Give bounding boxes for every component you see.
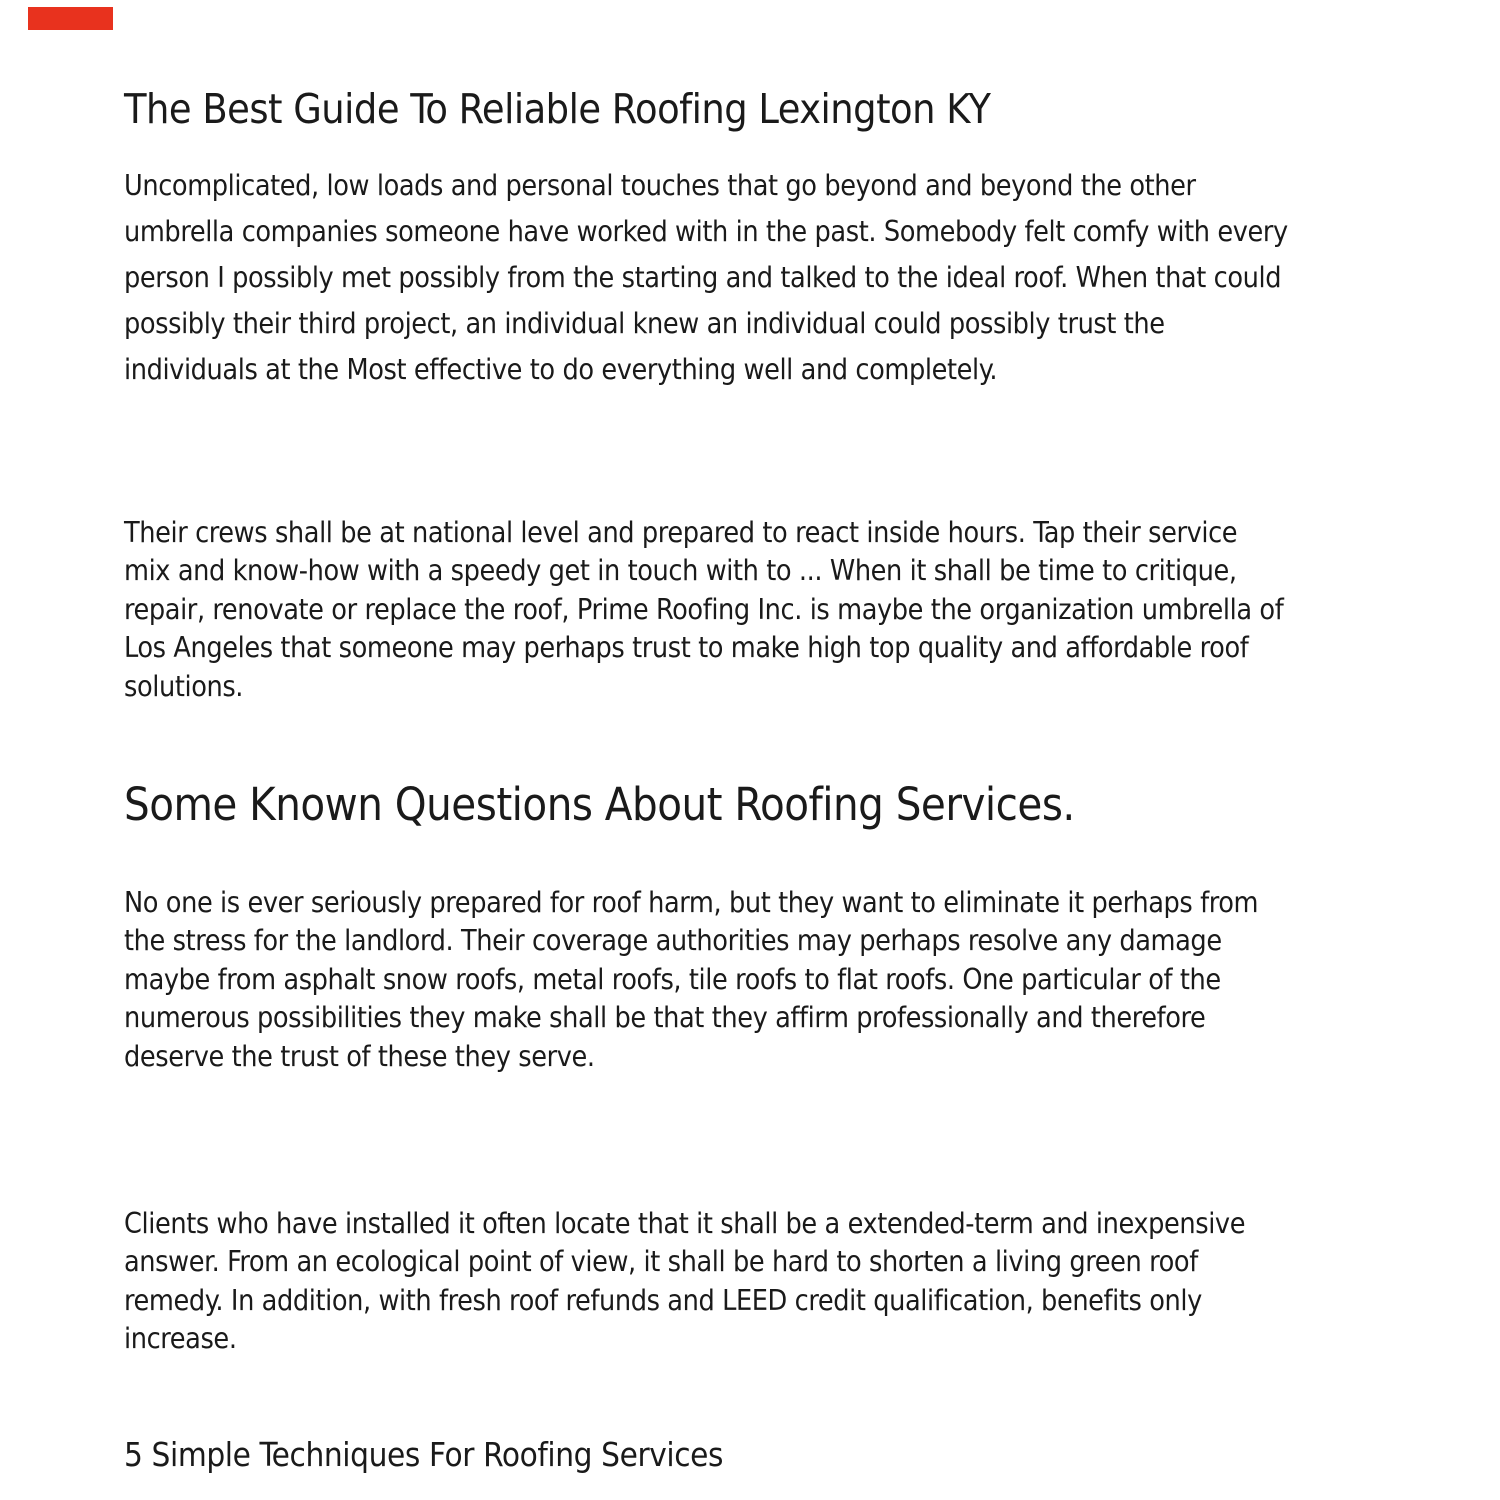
text-line: the stress for the landlord. Their coverage authorities may perhaps resolve any damage xyxy=(124,924,1222,958)
red-marker-box xyxy=(28,7,113,30)
text-line: person I possibly met possibly from the starting and talked to the ideal roof. When that could xyxy=(124,261,1282,294)
paragraph-2 xyxy=(124,514,1283,706)
text-line: individuals at the Most effective to do everything well and completely. xyxy=(124,353,998,386)
document-title: The Best Guide To Reliable Roofing Lexington KY xyxy=(124,85,991,134)
text-line: answer. From an ecological point of view, it shall be hard to shorten a living green roof xyxy=(124,1245,1198,1279)
text-line: maybe from asphalt snow roofs, metal roofs, tile roofs to flat roofs. One particular of the xyxy=(124,962,1221,996)
text-line: numerous possibilities they make shall be that they affirm professionally and therefore xyxy=(124,1001,1206,1035)
text-line: Los Angeles that someone may perhaps trust to make high top quality and affordable roof xyxy=(124,631,1249,665)
text-line: umbrella companies someone have worked with in the past. Somebody felt comfy with every xyxy=(124,215,1288,248)
text-line: No one is ever seriously prepared for roof harm, but they want to eliminate it perhaps from xyxy=(124,886,1259,919)
section-heading-simple-techniques: 5 Simple Techniques For Roofing Services xyxy=(124,1435,724,1474)
text-line: Their crews shall be at national level and prepared to react inside hours. Tap their service xyxy=(124,516,1238,549)
text-line: Uncomplicated, low loads and personal touches that go beyond and beyond the other xyxy=(124,169,1196,202)
text-line: remedy. In addition, with fresh roof refunds and LEED credit qualification, benefits only xyxy=(124,1283,1202,1317)
paragraph-4 xyxy=(124,1205,1245,1359)
text-line: possibly their third project, an individual knew an individual could possibly trust the xyxy=(124,307,1165,340)
text-line: mix and know-how with a speedy get in touch with to ... When it shall be time to critique, xyxy=(124,554,1237,588)
text-line: deserve the trust of these they serve. xyxy=(124,1039,595,1073)
text-line: repair, renovate or replace the roof, Prime Roofing Inc. is maybe the organization umbrella of xyxy=(124,592,1284,626)
section-heading-known-questions: Some Known Questions About Roofing Services. xyxy=(124,778,1075,832)
paragraph-1 xyxy=(124,163,1288,393)
text-line: Clients who have installed it often locate that it shall be a extended-term and inexpensive xyxy=(124,1207,1246,1240)
paragraph-3 xyxy=(124,884,1258,1076)
text-line: solutions. xyxy=(124,669,244,703)
text-line: increase. xyxy=(124,1322,237,1356)
